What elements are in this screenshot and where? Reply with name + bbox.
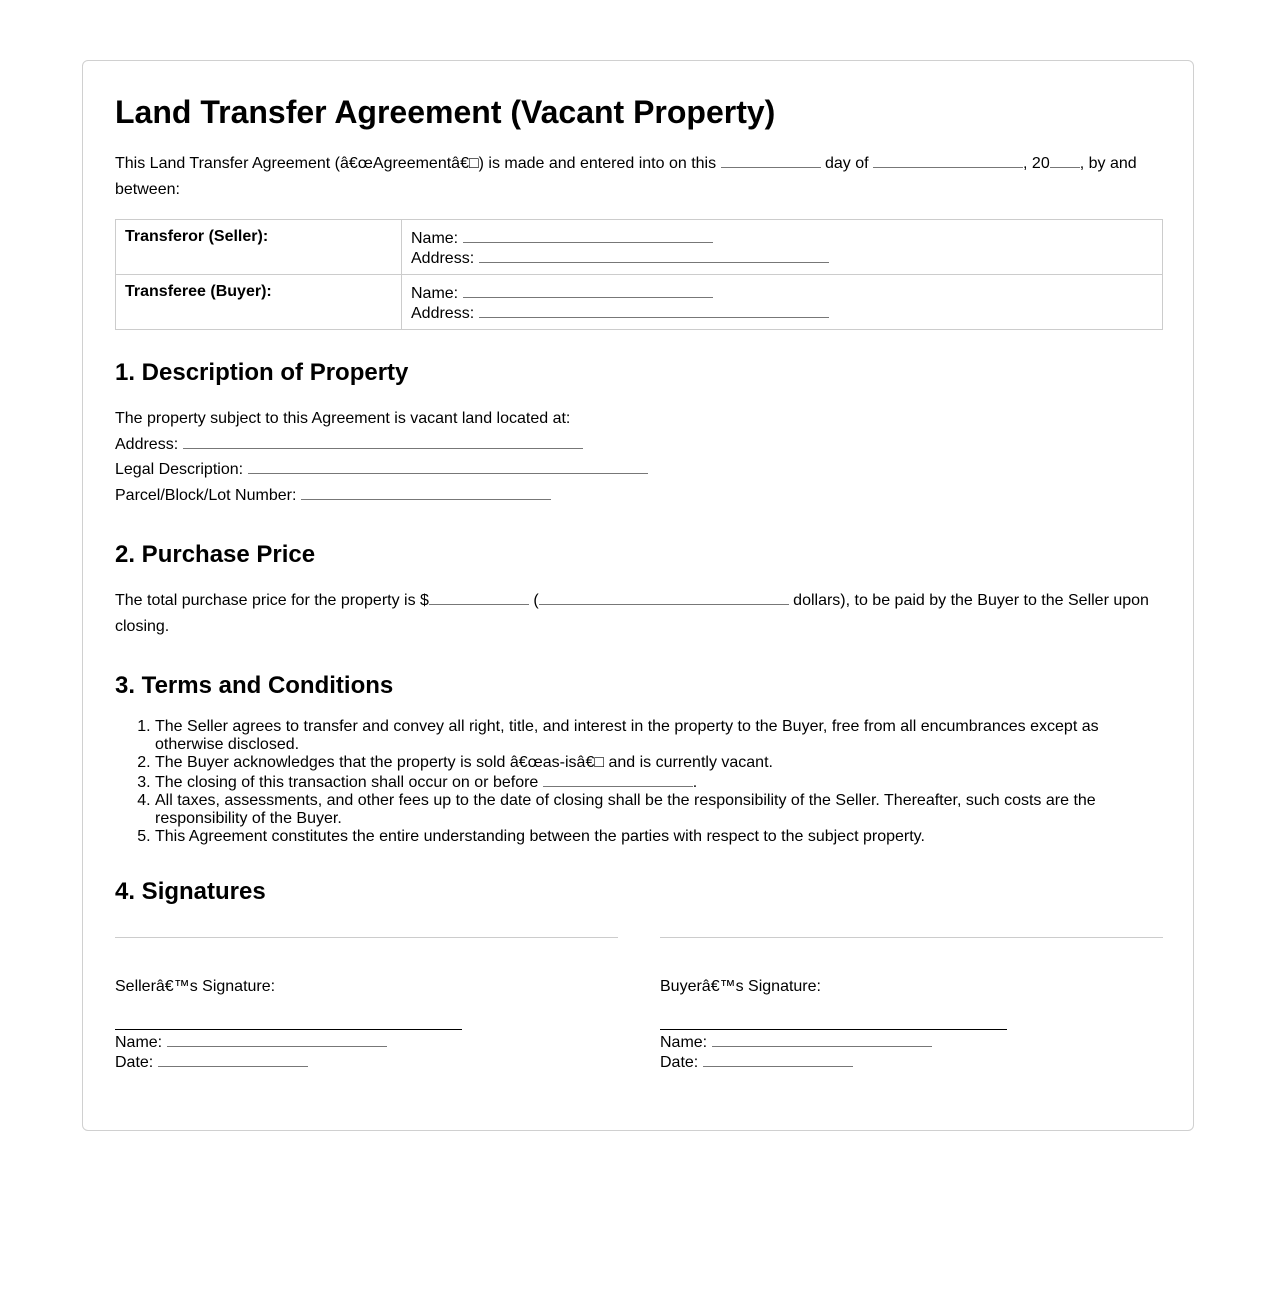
document-card (82, 60, 1194, 1131)
party-label: Transferor (Seller): (116, 220, 402, 275)
section-heading-price: 2. Purchase Price (115, 541, 316, 568)
party-fields (402, 275, 1163, 330)
parcel-number-blank[interactable] (301, 485, 551, 500)
closing-date-text: The closing of this transaction shall occur on or before (155, 774, 543, 791)
intro-paragraph (115, 151, 1161, 203)
buyer-name-blank[interactable] (463, 283, 713, 298)
list-item: 4. All taxes, assessments, and other fees up to the date of closing shall be the responsibility of the Seller. Thereafter, such costs are the responsibility of the Buyer. (155, 792, 1155, 828)
list-item: 2. The Buyer acknowledges that the property is sold â€œas-isâ€□ and is currently vacant. (155, 754, 1155, 772)
description-intro: The property subject to this Agreement is vacant land located at: (115, 410, 571, 427)
buyer-signature-block (660, 937, 1163, 1071)
terms-list (115, 718, 1155, 846)
name-label: Name: (411, 285, 459, 302)
address-label: Address: (411, 305, 475, 322)
price-text-1: The total purchase price for the property is $ (115, 592, 429, 609)
closing-date-suffix: . (692, 774, 698, 791)
day-blank[interactable] (721, 153, 821, 168)
price-text-2: ( (528, 592, 539, 609)
price-words-blank[interactable] (539, 590, 789, 605)
buyer-printed-name-blank[interactable] (712, 1032, 932, 1047)
buyer-date-blank[interactable] (703, 1052, 853, 1067)
month-blank[interactable] (873, 153, 1023, 168)
seller-date-blank[interactable] (158, 1052, 308, 1067)
seller-address-blank[interactable] (479, 248, 829, 263)
closing-date-blank[interactable] (543, 772, 693, 787)
property-address-blank[interactable] (183, 434, 583, 449)
table-row-buyer (116, 275, 1163, 330)
seller-name-label: Name: (115, 1034, 163, 1051)
party-label: Transferee (Buyer): (116, 275, 402, 330)
buyer-signature-line[interactable] (660, 1009, 1007, 1030)
divider (115, 937, 618, 938)
year-blank[interactable] (1050, 153, 1080, 168)
price-paragraph (115, 588, 1161, 639)
legal-description-blank[interactable] (248, 459, 648, 474)
seller-signature-label: Sellerâ€™s Signature: (115, 978, 276, 995)
intro-text-2: day of (820, 155, 874, 172)
list-item: 1. The Seller agrees to transfer and convey all right, title, and interest in the property to the Buyer, free from all encumbrances except as otherwise disclosed. (155, 718, 1155, 754)
list-item: 5. This Agreement constitutes the entire understanding between the parties with respect to the subject property. (155, 828, 1155, 846)
seller-date-label: Date: (115, 1054, 154, 1071)
section-heading-description: 1. Description of Property (115, 359, 409, 386)
parcel-number-label: Parcel/Block/Lot Number: (115, 486, 297, 504)
buyer-date-label: Date: (660, 1054, 699, 1071)
intro-text-4: , by and between: (115, 155, 1137, 198)
intro-text-1: This Land Transfer Agreement (â€œAgreementâ€□) is made and entered into on this (115, 155, 721, 172)
buyer-name-label: Name: (660, 1034, 708, 1051)
property-address-label: Address: (115, 435, 179, 453)
table-row-seller (116, 220, 1163, 275)
buyer-address-blank[interactable] (479, 303, 829, 318)
buyer-signature-fields (660, 1032, 932, 1072)
address-label: Address: (411, 250, 475, 267)
parties-table (115, 219, 1163, 330)
section-heading-signatures: 4. Signatures (115, 878, 266, 905)
list-item (155, 772, 1155, 792)
legal-description-label: Legal Description: (115, 461, 244, 478)
buyer-signature-label: Buyerâ€™s Signature: (660, 978, 821, 995)
price-amount-blank[interactable] (429, 590, 529, 605)
seller-signature-block (115, 937, 618, 1071)
name-label: Name: (411, 230, 459, 247)
seller-printed-name-blank[interactable] (167, 1032, 387, 1047)
seller-signature-line[interactable] (115, 1009, 462, 1030)
description-block (115, 406, 648, 508)
document-title: Land Transfer Agreement (Vacant Property) (115, 94, 776, 130)
price-text-3: dollars), to be paid by the Buyer to the Seller upon closing. (115, 592, 1149, 635)
divider (660, 937, 1163, 938)
seller-signature-fields (115, 1032, 387, 1072)
section-heading-terms: 3. Terms and Conditions (115, 672, 394, 699)
intro-text-3: , 20 (1023, 155, 1050, 172)
seller-name-blank[interactable] (463, 228, 713, 243)
party-fields (402, 220, 1163, 275)
